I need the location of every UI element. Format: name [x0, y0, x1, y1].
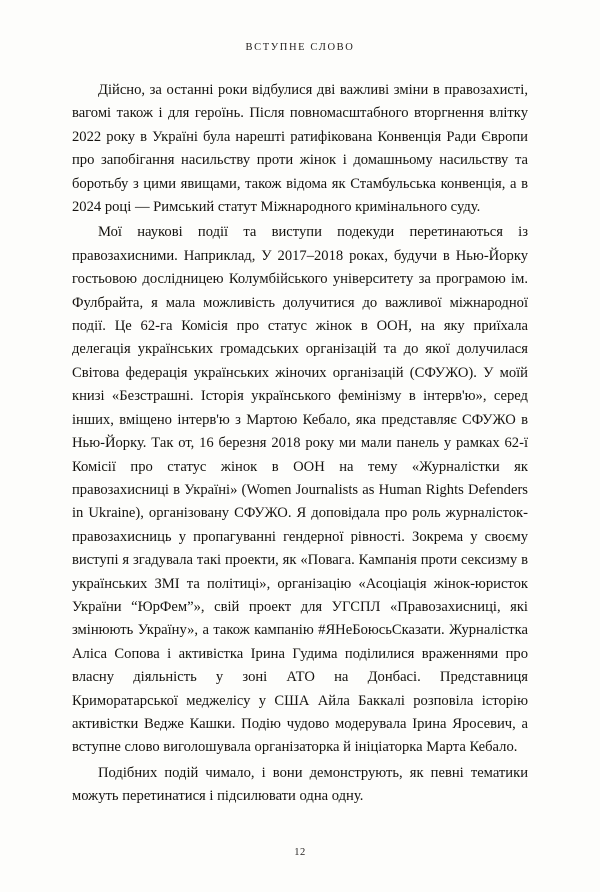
page-number: 12 [294, 847, 306, 858]
paragraph: Дійсно, за останні роки відбулися дві важливі зміни в правозахисті, вагомі також і для героїнь. Після повномасштабного вторгнення влітку 2022 року в Україні була нарешті ратифікована Конвенція Ради Європи про запобігання насильству проти жінок і домашньому насильству та боротьбу з цими явищами, також відома як Стамбульська конвенція, а в 2024 році — Римський статут Міжнародного кримінального суду. [72, 82, 528, 216]
running-head: ВСТУПНЕ СЛОВО [245, 42, 355, 53]
paragraph: Подібних подій чимало, і вони демонструють, як певні тематики можуть перетинатися і підсилювати одна одну. [72, 764, 528, 805]
paragraph: Мої наукові події та виступи подекуди перетинаються із правозахисними. Наприклад, У 2017–2018 роках, будучи в Нью-Йорку гостьовою дослідницею Колумбійського університету за програмою ім. Фулбрайта, я мала можливість долучитися до важливої міжнародної події. Це 62-га Комісія про статус жінок в ООН, на яку приїхала делегація українських громадських організацій та до якої долучилася Світова федерація українських жіночих організацій (СФУЖО). У моїй книзі «Безстрашні. Історія українського фемінізму в інтерв'ю», серед інших, вміщено інтерв'ю з Мартою Кебало, яка представляє СФУЖО в Нью-Йорку. Так от, 16 березня 2018 року ми мали панель у рамках 62-ї Комісії про статус жінок в ООН на тему «Журналістки як правозахисниці в Україні» (Women Journalists as Human Rights Defenders in Ukraine), організовану СФУЖО. Я доповідала про роль журналісток-правозахисниць у пропагуванні гендерної рівності. Зокрема у своєму виступі я згадувала такі проекти, як «Повага. Кампанія проти сексизму в українських ЗМІ та політиці», організацію «Асоціація жінок-юристок України “ЮрФем”», свій проект для УГСПЛ «Правозахисниці, які змінюють Україну», а також кампанію #ЯНеБоюсьСказати. Журналістка Аліса Сопова і активістка Ірина Гудима поділилися враженнями про власну діяльність у зоні АТО на Донбасі. Представниця Криморатарської меджелісу у США Айла Баккалі розповіла історію активістки Ведже Кашки. Подію чудово модерувала Ірина Яросевич, а вступне слово виголошувала організаторка й ініціаторка Марта Кебало. [72, 224, 528, 756]
body-text [72, 79, 528, 809]
